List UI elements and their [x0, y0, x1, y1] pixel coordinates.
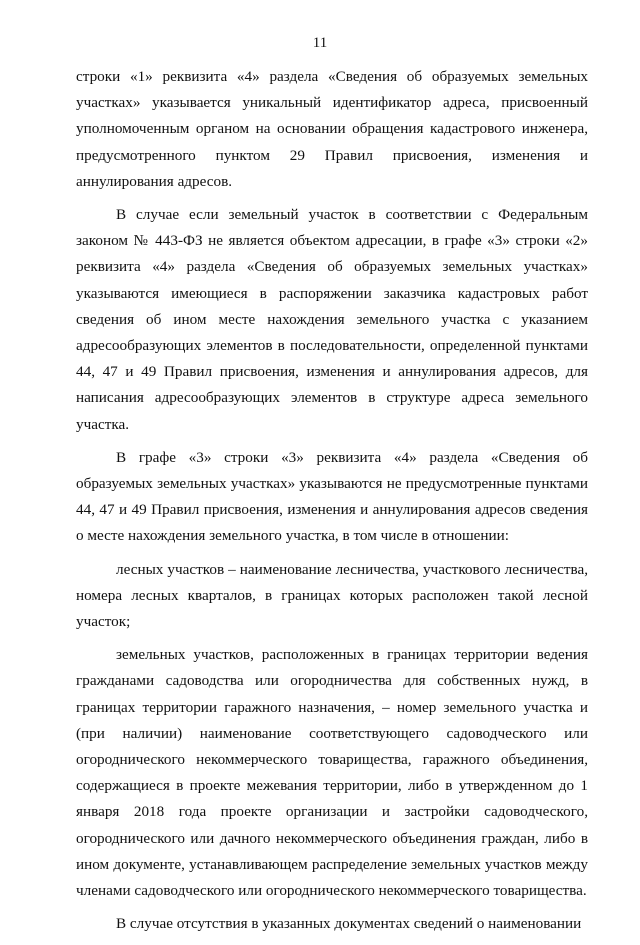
paragraph-column-3-row-3: В графе «3» строки «3» реквизита «4» раздела «Сведения об образуемых земельных участках» указываются не предусмотренные пунктами 44, 47 и 49 Правил присвоения, изменения и аннулирования адресов сведения о месте нахождения земельного участка, в том числе в отношении: — [76, 448, 588, 545]
document-body — [76, 64, 588, 945]
paragraph-non-addressable-plot: В случае если земельный участок в соответствии с Федеральным законом № 443-ФЗ не является объектом адресации, в графе «3» строки «2» реквизита «4» раздела «Сведения об образуемых земельных участках» указываются имеющиеся в распоряжении заказчика кадастровых работ сведения об ином месте нахождения земельного участка с указанием адресообразующих элементов в последовательности, определенной пунктами 44, 47 и 49 Правил присвоения, изменения и аннулирования адресов, для написания адресообразующих элементов в структуре адреса земельного участка. — [76, 206, 588, 433]
paragraph-garden-plots: земельных участков, расположенных в границах территории ведения гражданами садоводства или огородничества для собственных нужд, в границах территории гаражного назначения, – номер земельного участка и (при наличии) наименование соответствующего садоводческого или огороднического некоммерческого товарищества, гаражного объединения, содержащиеся в проекте межевания территории, либо в утвержденном до 1 января 2018 года проекте организации и застройки садоводческого, огороднического или дачного некоммерческого объединения граждан, либо в ином документе, устанавливающем распределение земельных участков между членами садоводческого или огороднического некоммерческого товарищества. — [76, 646, 588, 900]
paragraph-forest-plots: лесных участков – наименование лесничества, участкового лесничества, номера лесных кварталов, в границах которых расположен такой лесной участок; — [76, 560, 588, 631]
paragraph-absence-of-data: В случае отсутствия в указанных документах сведений о наименовании — [116, 915, 582, 933]
paragraph-continuation: строки «1» реквизита «4» раздела «Сведения об образуемых земельных участках» указывается уникальный идентификатор адреса, присвоенный уполномоченным органом на основании обращения кадастрового инженера, предусмотренного пунктом 29 Правил присвоения, изменения и аннулирования адресов. — [76, 68, 588, 190]
page-number: 11 — [312, 35, 328, 51]
